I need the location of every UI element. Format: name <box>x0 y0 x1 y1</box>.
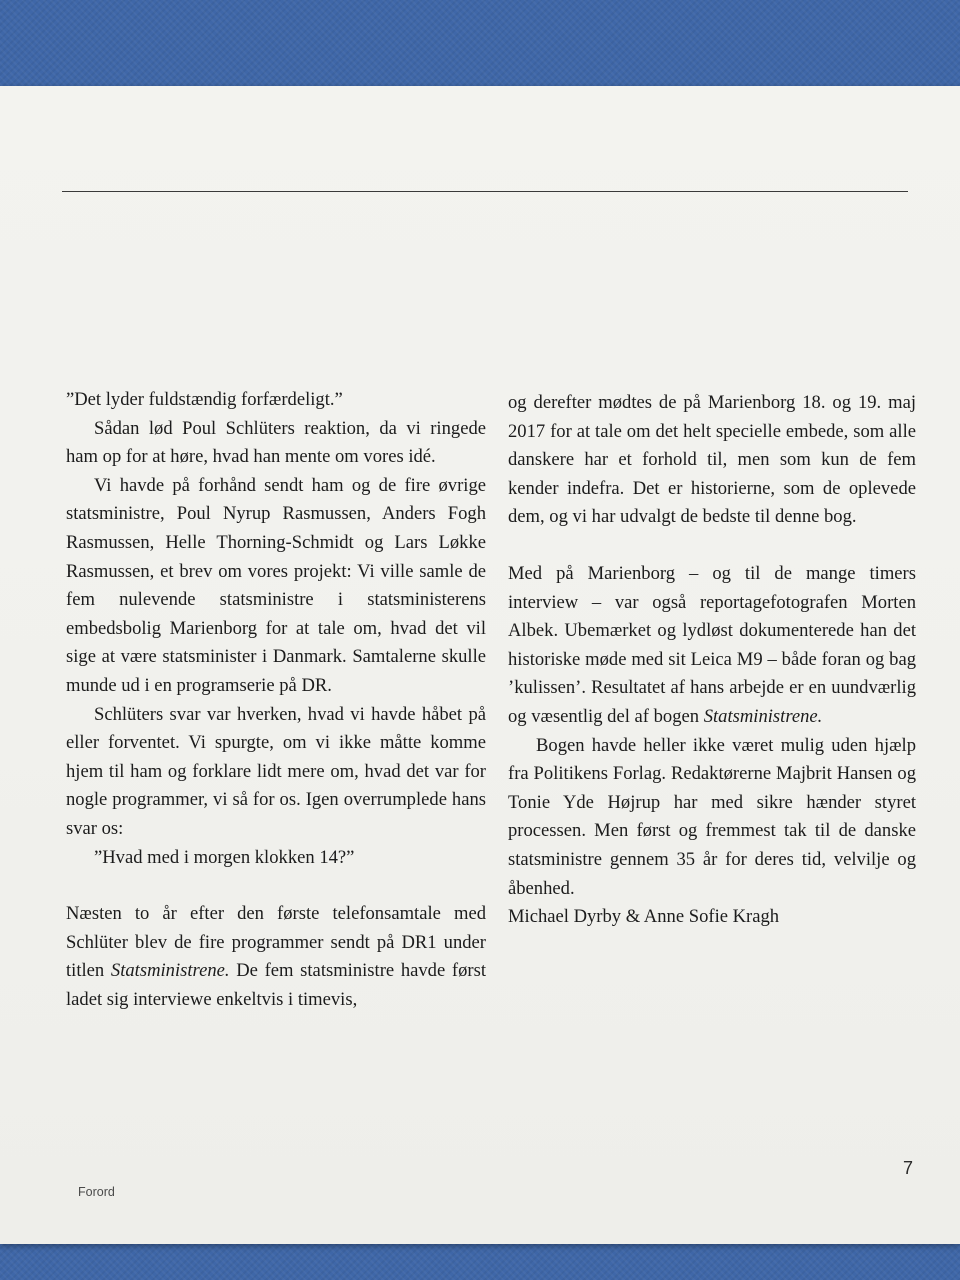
text-run: Næsten to år efter den første telefonsamtale med Schlüter blev de fire programmer sendt på DR1 under titlen <box>66 903 486 982</box>
paragraph <box>508 560 916 732</box>
paragraph: Vi havde på forhånd sendt ham og de fire øvrige statsministre, Poul Nyrup Rasmussen, Anders Fogh Rasmussen, Helle Thorning-Schmidt og Lars Løkke Rasmussen, et brev om vores projekt: Vi ville samle de fem nulevende statsministre i statsministerens embedsbolig Marienborg for at tale om, hvad det vil sige at være statsminister i Danmark. Samtalerne skulle munde ud i en programserie på DR. <box>66 474 486 696</box>
paragraph: Schlüters svar var hverken, hvad vi havde håbet på eller forventet. Vi spurgte, om vi ikke måtte komme hjem til ham og forklare lidt mere om, hvad det var for nogle programmer, vi så for os. Igen overrumplede hans svar os: <box>66 703 486 839</box>
opening-quote: ”Det lyder fuldstændig forfærdeligt.” <box>66 389 343 410</box>
book-page <box>0 86 960 1244</box>
book-title: Statsministrene. <box>110 960 230 982</box>
book-title: Statsministrene. <box>703 705 823 727</box>
paragraph: og derefter mødtes de på Marienborg 18. og 19. maj 2017 for at tale om det helt specielle embede, som alle danskere har et forhold til, men som kun de fem kender indefra. Det er historierne, som de oplevede dem, og vi har udvalgt de bedste til denne bog. <box>508 392 916 528</box>
paragraph: Sådan lød Poul Schlüters reaktion, da vi ringede ham op for at høre, hvad han mente om vores idé. <box>66 417 486 468</box>
page-number: 7 <box>903 1158 914 1178</box>
text-run: Med på Marienborg – og til de mange timers interview – var også reportagefotografen Morten Albek. Ubemærket og lydløst dokumenterede han det historiske møde med sit Leica M9 – både foran og bag ’kulissen’. Resultatet af hans arbejde er en uundværlig og væsentlig del af bogen <box>508 562 916 727</box>
text-run: De fem statsministre havde først ladet sig interviewe enkeltvis i timevis, <box>66 960 486 1010</box>
quote-line: ”Hvad med i morgen klokken 14?” <box>94 846 355 868</box>
paragraph-gap <box>508 532 916 560</box>
header-rule <box>62 191 908 192</box>
paragraph: Bogen havde heller ikke været mulig uden hjælp fra Politikens Forlag. Redaktørerne Majbrit Hansen og Tonie Yde Højrup har med sikre hænder styret processen. Men først og fremmest tak til de danske statsministre gennem 35 år for deres tid, velvilje og åbenhed. <box>508 734 916 899</box>
left-column <box>66 386 486 1014</box>
paragraph <box>66 900 486 1014</box>
author-signature: Michael Dyrby & Anne Sofie Kragh <box>508 906 780 928</box>
section-label: Forord <box>78 1185 115 1199</box>
right-column <box>508 389 916 932</box>
paragraph-gap <box>66 872 486 900</box>
